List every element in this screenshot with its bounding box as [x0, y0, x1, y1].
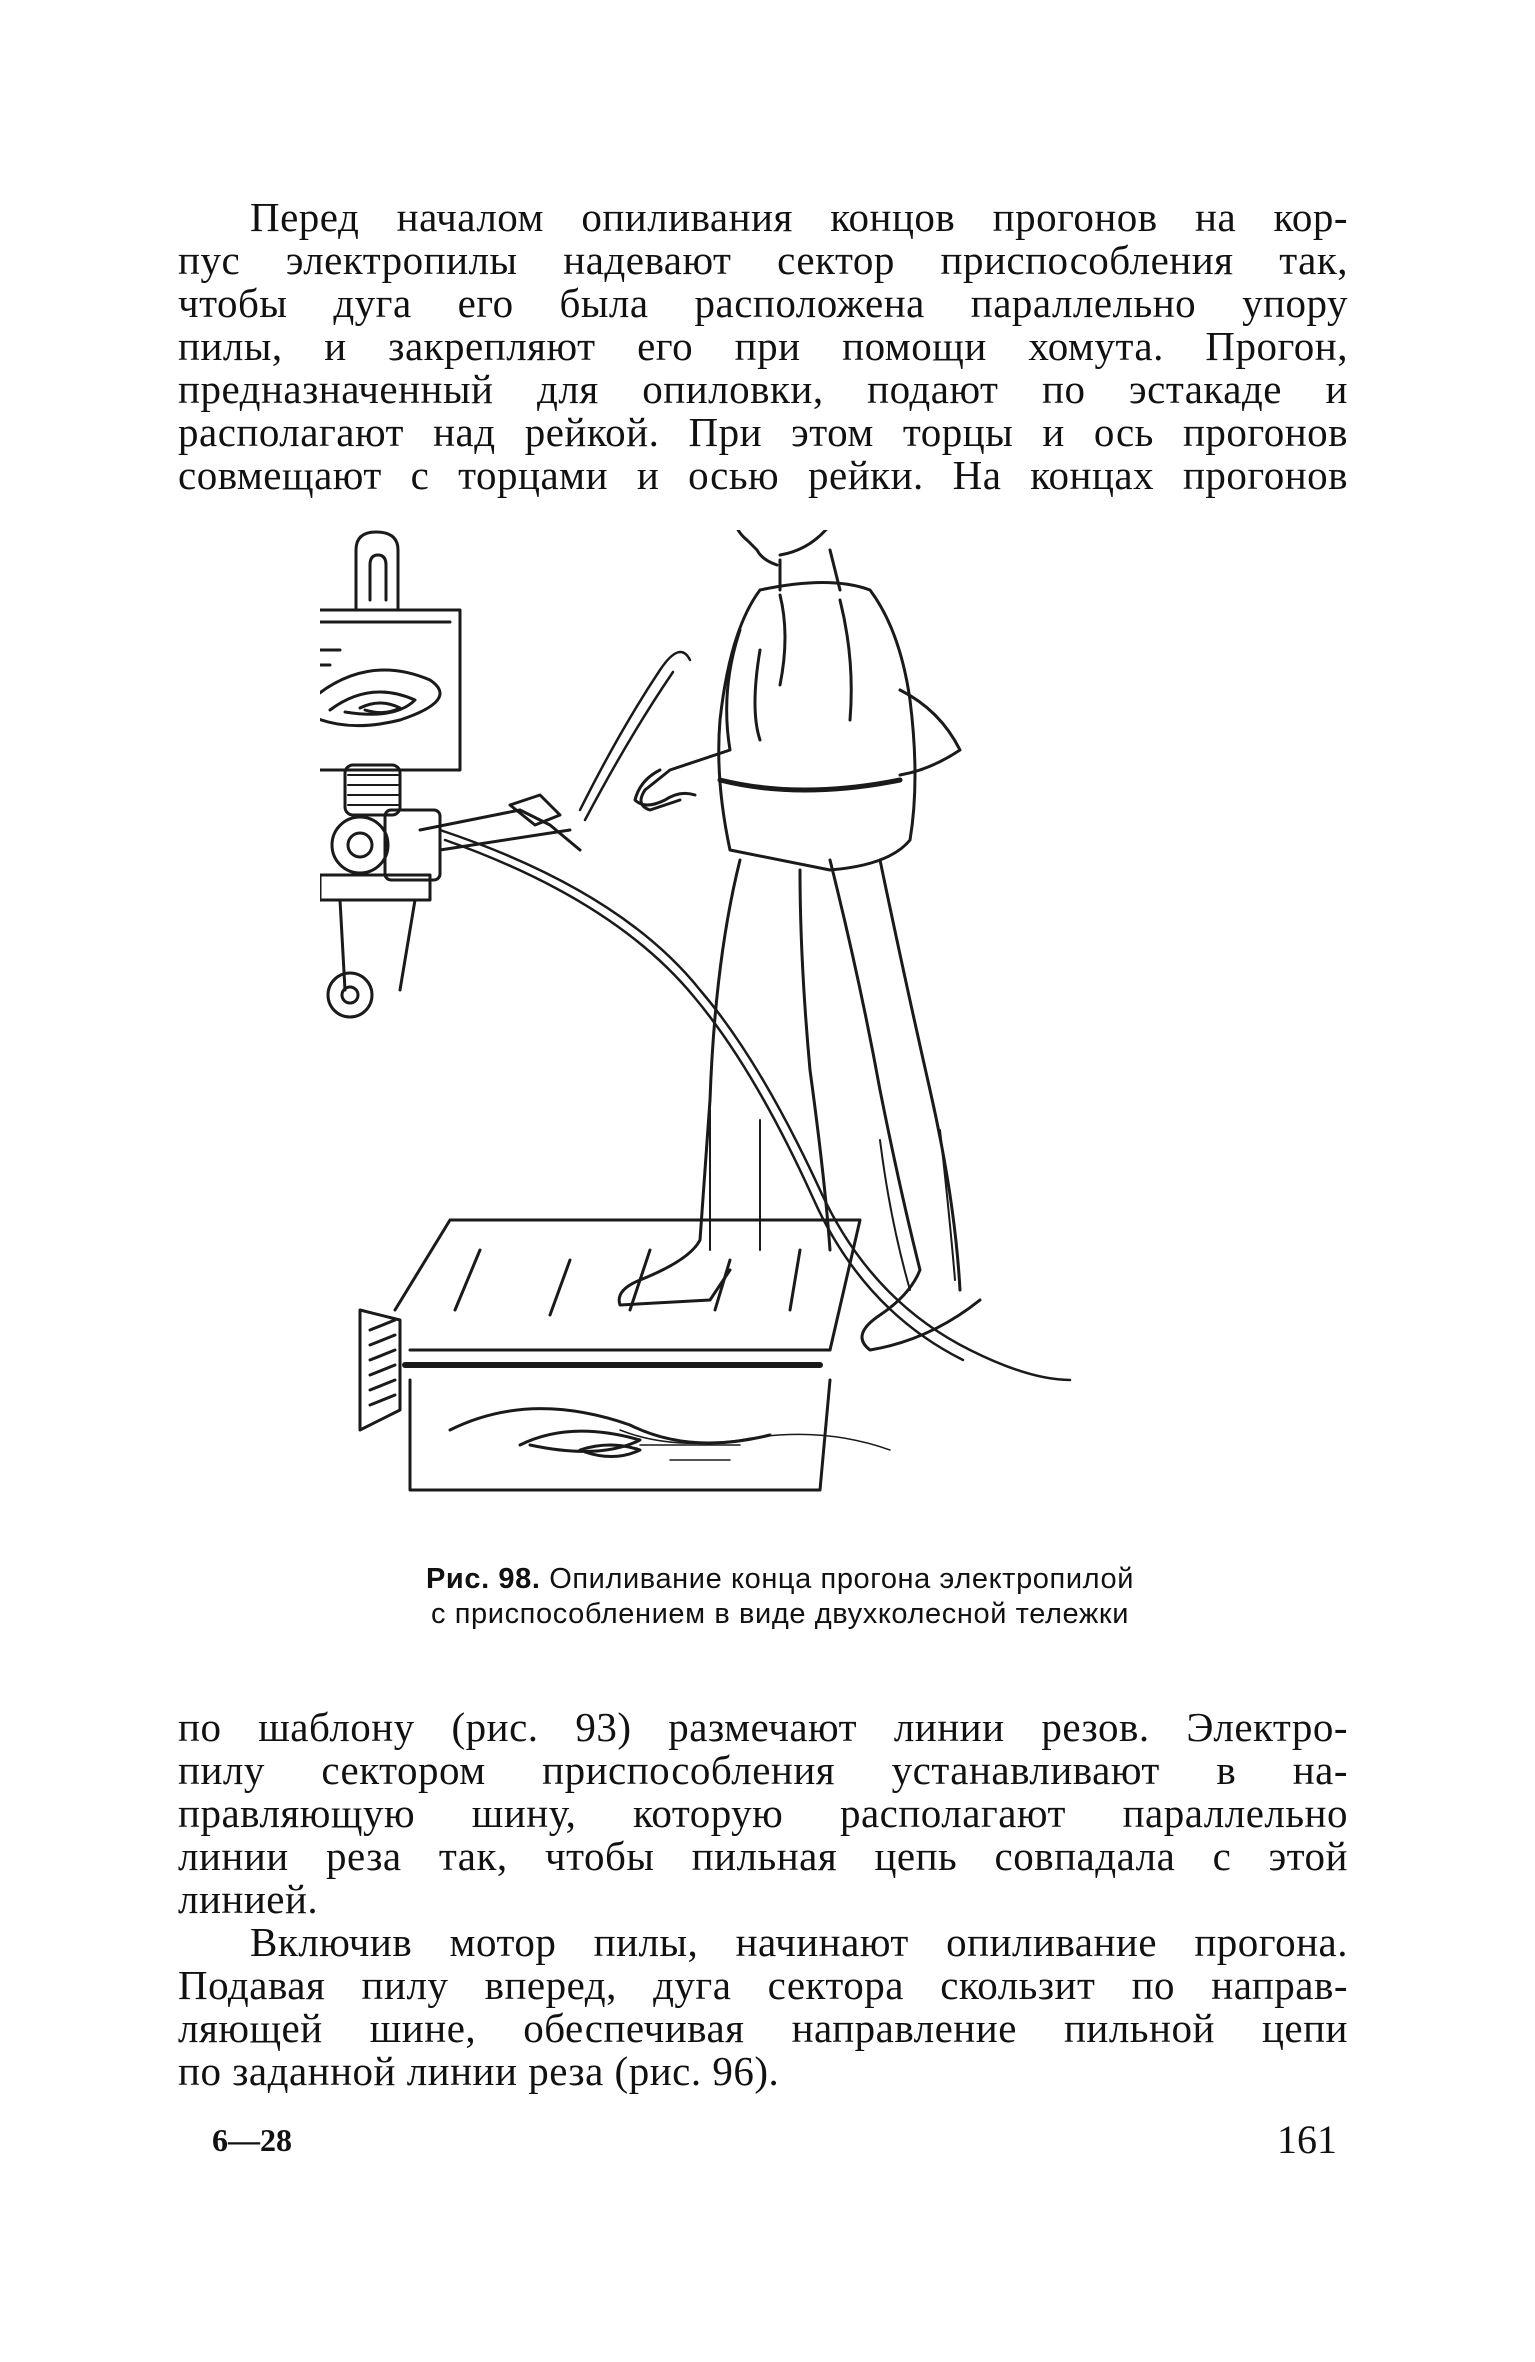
caption-text-1: Опиливание конца прогона электропилой — [549, 1563, 1134, 1595]
text-line: чтобы дуга его была расположена параллельно упору — [178, 280, 1348, 326]
text-line: Перед началом опиливания концов прогонов на кор- — [250, 194, 1348, 240]
saw-motor-drawing — [320, 765, 580, 1017]
printer-signature: 6—28 — [212, 2122, 292, 2158]
text-line: правляющую шину, которую располагают параллельно — [178, 1790, 1348, 1836]
bottom-paragraph-2 — [178, 1921, 1348, 2093]
text-line: предназначенный для опиловки, подают по эстакаде и — [178, 366, 1348, 412]
shadow-strokes — [620, 1430, 890, 1460]
text-line: располагают над рейкой. При этом торцы и ось прогонов — [178, 409, 1348, 455]
saw-bar-drawing — [356, 532, 398, 610]
platform-drawing — [360, 1220, 860, 1490]
log-drawing — [320, 610, 460, 770]
page-number: 161 — [1277, 2117, 1337, 2162]
figure-caption — [340, 1562, 1220, 1632]
text-line: линией. — [178, 1876, 319, 1922]
text-line: по шаблону (рис. 93) размечают линии резов. Электро- — [178, 1704, 1348, 1750]
text-line: пилы, и закрепляют его при помощи хомута. Прогон, — [178, 323, 1348, 369]
text-line: пус электропилы надевают сектор приспособления так, — [178, 237, 1348, 283]
text-line: по заданной линии реза (рис. 96). — [178, 2048, 780, 2094]
text-line: совмещают с торцами и осью рейки. На концах прогонов — [178, 452, 1348, 498]
text-line: Подавая пилу вперед, дуга сектора скользит по направ- — [178, 1962, 1348, 2008]
text-line: линии реза так, чтобы пильная цепь совпадала с этой — [178, 1833, 1348, 1879]
top-paragraph — [178, 196, 1348, 497]
text-line: пилу сектором приспособления устанавливают в на- — [178, 1747, 1348, 1793]
text-line: ляющей шине, обеспечивая направление пильной цепи — [178, 2005, 1348, 2051]
text-line: Включив мотор пилы, начинают опиливание прогона. — [250, 1919, 1348, 1965]
caption-line-1 — [340, 1562, 1220, 1597]
illustration-worker-with-electric-saw — [320, 530, 1200, 1550]
cable-drawing — [440, 652, 1070, 1380]
worker-figure-drawing — [619, 530, 980, 1350]
figure-number: Рис. 98. — [425, 1563, 541, 1595]
caption-line-2: с приспособлением в виде двухколесной тележки — [430, 1598, 1130, 1630]
bottom-paragraph-1 — [178, 1706, 1348, 1921]
